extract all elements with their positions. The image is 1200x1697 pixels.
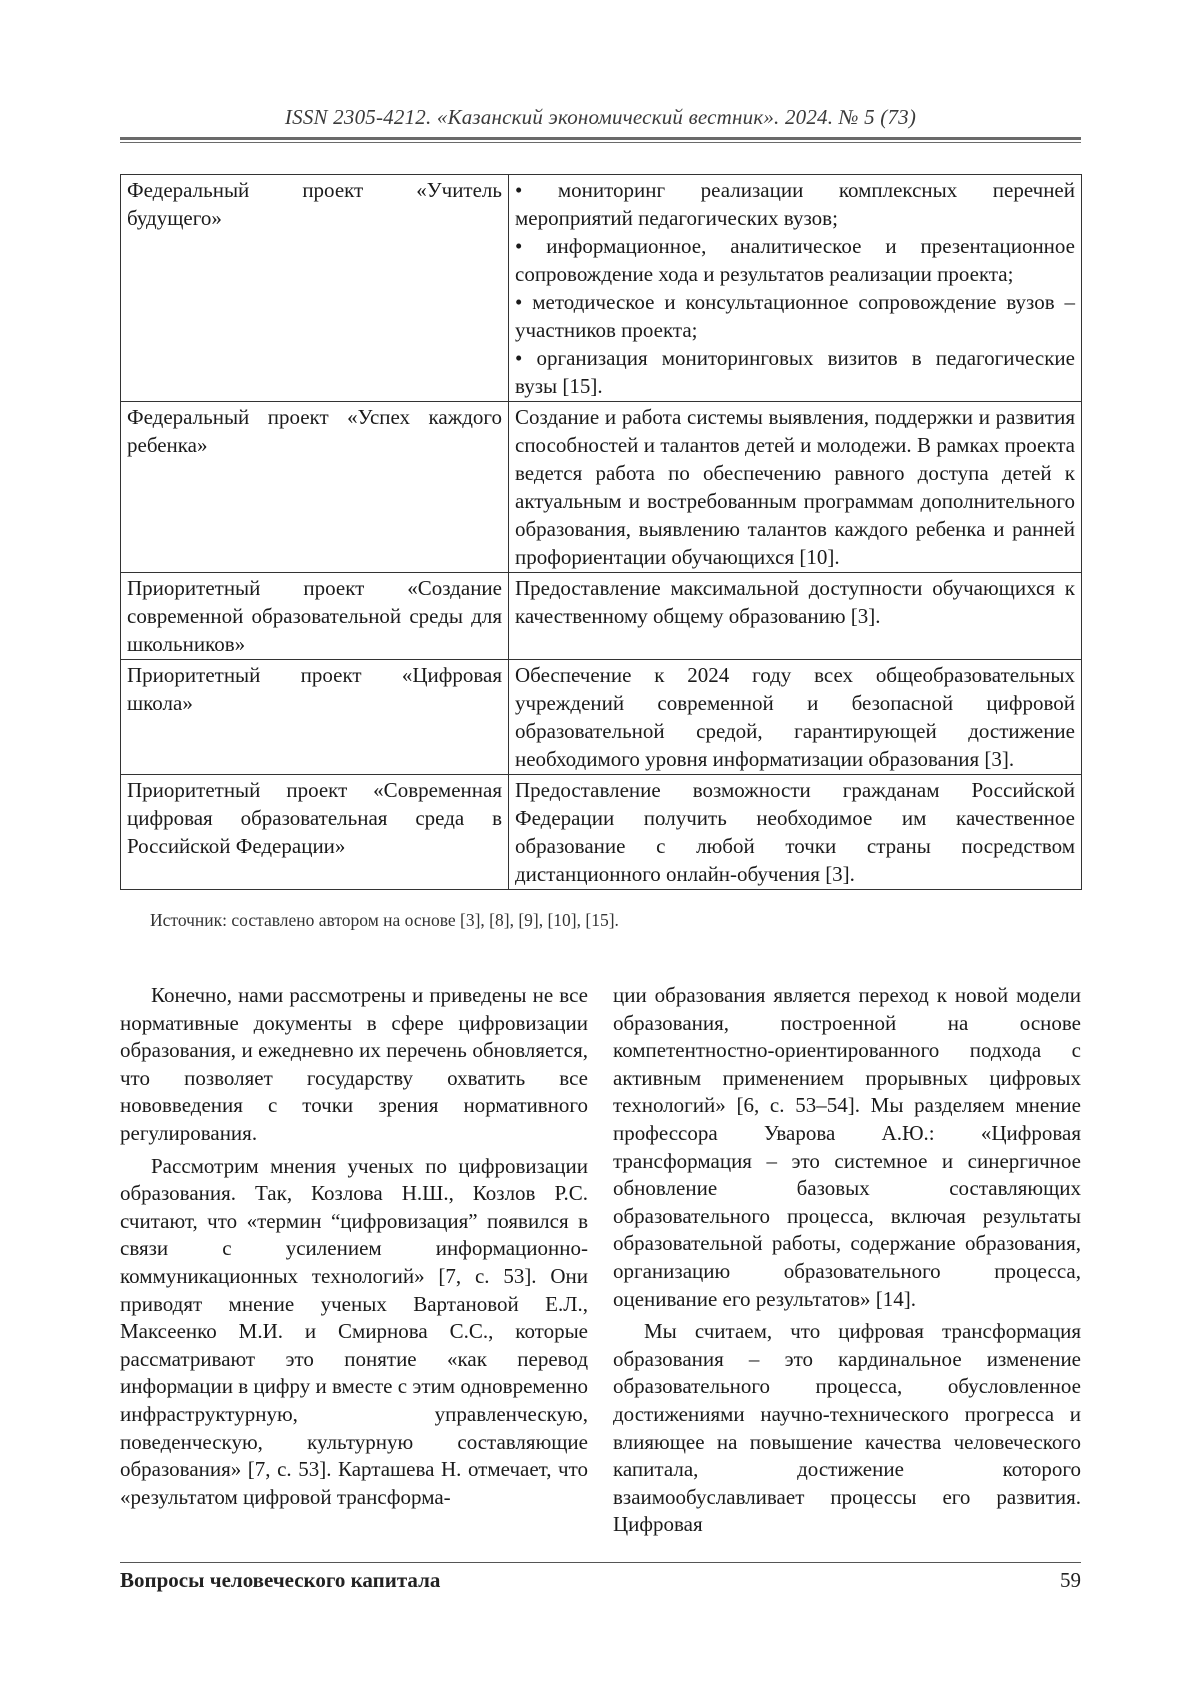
project-name-cell: Приоритетный проект «Создание современной образовательной среды для школьников»	[121, 573, 509, 660]
table-row	[121, 775, 1082, 890]
bullet-item: • мониторинг реализации комплексных перечней мероприятий педагогических вузов;	[515, 178, 1075, 230]
project-description-cell: Обеспечение к 2024 году всех общеобразовательных учреждений современной и безопасной цифровой образовательной средой, гарантирующей достижение необходимого уровня информатизации образования [3].	[509, 660, 1082, 775]
body-column-left	[120, 982, 588, 1511]
table-row	[121, 402, 1082, 573]
bullet-item: • организация мониторинговых визитов в педагогические вузы [15].	[515, 346, 1075, 398]
bullet-item: • методическое и консультационное сопровождение вузов – участников проекта;	[515, 290, 1075, 342]
paragraph: Конечно, нами рассмотрены и приведены не все нормативные документы в сфере цифровизации образования, и ежедневно их перечень обновляется, что позволяет государству охватить все нововведения с точки зрения нормативного регулирования.	[120, 983, 588, 1145]
project-description-cell: Предоставление возможности гражданам Российской Федерации получить необходимое им качественное образование с любой точки страны посредством дистанционного онлайн-обучения [3].	[509, 775, 1082, 890]
table-row	[121, 660, 1082, 775]
table-row	[121, 175, 1082, 402]
projects-table	[120, 174, 1082, 890]
paragraph: Рассмотрим мнения ученых по цифровизации образования. Так, Козлова Н.Ш., Козлов Р.С. считают, что «термин “цифровизация” появился в связи с усилением информационно-коммуникационных технологий» [7, с. 53]. Они приводят мнение ученых Вартановой Е.Л., Максеенко М.И. и Смирнова С.С., которые рассматривают это понятие «как перевод информации в цифру и вместе с этим одновременно инфраструктурную, управленческую, поведенческую, культурную составляющие образования» [7, с. 53]. Карташева Н. отмечает, что «результатом цифровой трансформа-	[120, 1153, 588, 1509]
project-name-cell: Федеральный проект «Успех каждого ребенка»	[121, 402, 509, 573]
paragraph: Мы считаем, что цифровая трансформация образования – это кардинальное изменение образовательного процесса, обусловленное достижениями научно-технического прогресса и влияющее на повышение качества человеческого капитала, достижение которого взаимообуславливает процессы его развития. Цифровая	[613, 1319, 1081, 1537]
footer-journal-title: Вопросы человеческого капитала	[120, 1568, 441, 1592]
project-name-cell: Федеральный проект «Учитель будущего»	[121, 175, 509, 402]
table-row	[121, 573, 1082, 660]
header-rule-thin	[120, 142, 1081, 143]
project-name-cell: Приоритетный проект «Цифровая школа»	[121, 660, 509, 775]
page-number: 59	[1060, 1568, 1081, 1592]
running-header: ISSN 2305-4212. «Казанский экономический вестник». 2024. № 5 (73)	[284, 105, 917, 129]
project-description-cell: Предоставление максимальной доступности обучающихся к качественному общему образованию [3].	[509, 573, 1082, 660]
body-column-right	[613, 982, 1081, 1539]
footer-rule	[120, 1562, 1081, 1563]
header-rule-thick	[120, 137, 1081, 140]
project-name-cell: Приоритетный проект «Современная цифровая образовательная среда в Российской Федерации»	[121, 775, 509, 890]
project-description-cell	[509, 175, 1082, 402]
bullet-item: • информационное, аналитическое и презентационное сопровождение хода и результатов реализации проекта;	[515, 234, 1075, 286]
project-description-cell: Создание и работа системы выявления, поддержки и развития способностей и талантов детей и молодежи. В рамках проекта ведется работа по обеспечению равного доступа детей к актуальным и востребованным программам дополнительного образования, выявлению талантов каждого ребенка и ранней профориентации обучающихся [10].	[509, 402, 1082, 573]
paragraph-continuation: ции образования является переход к новой модели образования, построенной на основе компетентностно-ориентированного подхода с активным применением прорывных цифровых технологий» [6, с. 53–54]. Мы разделяем мнение профессора Уварова А.Ю.: «Цифровая трансформация – это системное и синергичное обновление базовых составляющих образовательного процесса, включая результаты образовательной работы, содержание образования, организацию образовательного процесса, оценивание его результатов» [14].	[613, 983, 1081, 1311]
table-source-note: Источник: составлено автором на основе [3], [8], [9], [10], [15].	[150, 910, 619, 930]
